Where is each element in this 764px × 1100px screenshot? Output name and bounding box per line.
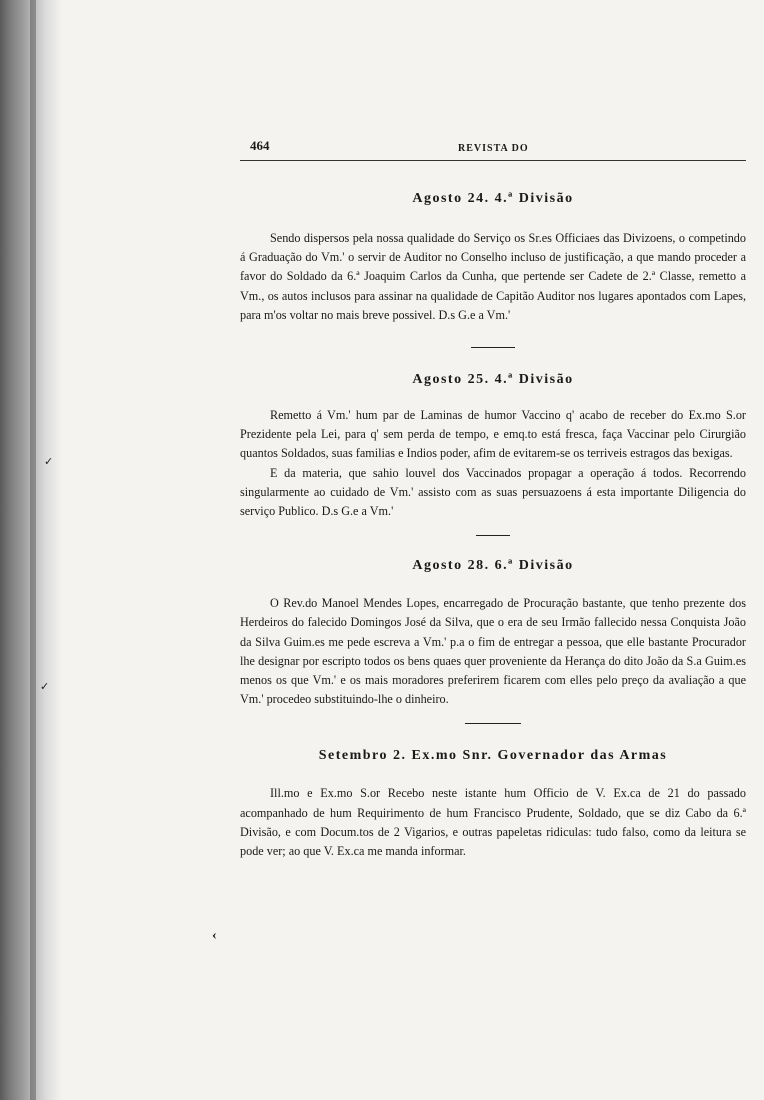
section-body — [240, 784, 746, 861]
section-title: Agosto 24. 4.ª Divisão — [412, 191, 574, 206]
edge-mark: ✓ — [40, 681, 50, 693]
section-body — [240, 229, 746, 325]
edge-mark: ✓ — [44, 456, 54, 468]
paragraph: O Rev.do Manoel Mendes Lopes, encarregado de Procuração bastante, que tenho prezente dos Herdeiros do falecido Domingos José da Silva, que o era de seu Irmão fallecido nessa Conquista João da Silva Guim.es me pede escreva a Vm.' p.a o fim de entregar a pessoa, que elle bastante Procurador lhe designar por escripto todos os bens quaes quer proveniente da Herança do dito João da S.a Guim.es menos os que Vm.' e os mais moradores preferirem ficarem com elles pelo preço da avaliação a que Vm.' procedeo substituindo-lhe o dinheiro. — [240, 596, 746, 707]
scan-binding-shadow — [0, 0, 62, 1100]
paragraph: Remetto á Vm.' hum par de Laminas de humor Vaccino q' acabo de receber do Ex.mo S.or Prezidente pela Lei, para q' sem perda de tempo, e emq.to está fresca, faça Vaccinar pelo Cirurgião quantos Soldados, suas familias e Indios poder, afim de evitarem-se os terriveis estragos das bexigas. — [240, 408, 746, 461]
divider — [476, 535, 510, 536]
paragraph: Sendo dispersos pela nossa qualidade do Serviço os Sr.es Officiaes das Divizoens, o competindo á Graduação do Vm.' o servir de Auditor no Conselho incluso de justificação, a que mando proceder a favor do Soldado da 6.ª Joaquim Carlos da Cunha, que pertende ser Cadete de 2.ª Classe, remetto a Vm., os autos inclusos para assinar na qualidade de Capitão Auditor nos lugares apontados com Lapes, para m'os voltar no mais breve possivel. D.s G.e a Vm.' — [240, 231, 746, 322]
page-number: 464 — [250, 138, 270, 153]
divider — [465, 723, 521, 724]
running-title: REVISTA DO — [458, 143, 529, 154]
paragraph: E da materia, que sahio louvel dos Vaccinados propagar a operação á todos. Recorrendo singularmente ao cuidado de Vm.' assisto com as suas persuazoens á esta importante Diligencia do serviço Publico. D.s G.e a Vm.' — [240, 465, 746, 519]
section-title: Agosto 28. 6.ª Divisão — [412, 558, 574, 574]
margin-mark: ‹ — [212, 928, 217, 943]
document-page — [240, 138, 746, 861]
section-body — [240, 594, 746, 709]
section-body — [240, 406, 746, 521]
running-header — [240, 138, 746, 161]
divider — [471, 347, 515, 348]
paragraph: Ill.mo e Ex.mo S.or Recebo neste istante hum Officio de V. Ex.ca de 21 do passado acompanhado de hum Requirimento de hum Francisco Prudente, Soldado, que se diz Cabo da 6.ª Divisão, e com Docum.tos de 2 Vigarios, e outras papeletas ridiculas: tudo falso, como da leitura se pode ver; ao que V. Ex.ca me manda informar. — [240, 786, 746, 859]
section-title: Agosto 25. 4.ª Divisão — [412, 372, 574, 388]
section-title: Setembro 2. Ex.mo Snr. Governador das Armas — [318, 748, 668, 764]
